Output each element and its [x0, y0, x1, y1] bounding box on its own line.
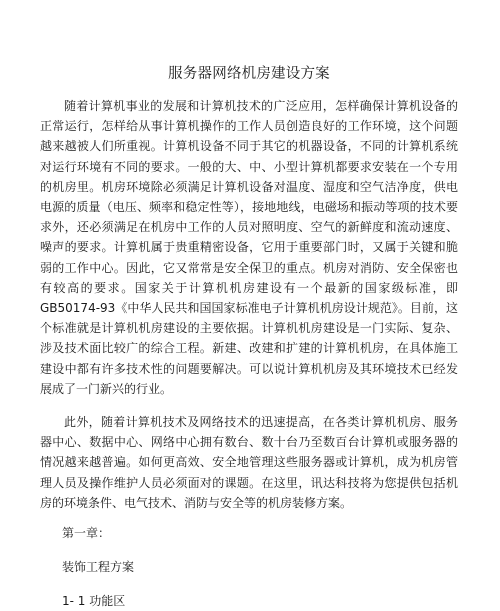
section-heading: 装饰工程方案 — [62, 560, 135, 575]
subsection-heading: 1- 1 功能区 — [62, 594, 126, 609]
paragraph-intro: 随着计算机事业的发展和计算机技术的广泛应用，怎样确保计算机设备的正常运行，怎样给从事计算机操作的工作人员创造良好的工作环境，这个问题越来越被人们所重视。计算机设备不同于其它的机器设备，不同的计算机系统对运行环境有不同的要求。一般的大、中、小型计算机都要求安装在一个专用的机房里。机房环境除必须满足计算机设备对温度、湿度和空气洁净度，供电电源的质量（电压、频率和稳定性等），接地地线，电磁场和振动等项的技术要求外，还必须满足在机房中工作的人员对照明度、空气的新鲜度和流动速度、噪声的要求。计算机属于贵重精密设备，它用于重要部门时，又属于关键和脆弱的工作中心。因此，它又常常是安全保卫的重点。机房对消防、安全保密也有较高的要求。国家关于计算机机房建设有一个最新的国家级标准，即 GB50174-93《中华人民共和国国家标准电子计算机机房设计规范》。目前，这个标准就是计算机机房建设的主要依据。计算机机房建设是一门实际、复杂、涉及技术面比较广的综合工程。新建、改建和扩建的计算机机房，在具体施工建设中都有许多技术性的问题要解决。可以说计算机机房及其环境技术已经发展成了一门新兴的行业。 — [40, 99, 458, 396]
document-title: 服务器网络机房建设方案 — [168, 66, 330, 82]
paragraph-second: 此外，随着计算机技术及网络技术的迅速提高，在各类计算机机房、服务器中心、数据中心、网络中心拥有数台、数十台乃至数百台计算机或服务器的情况越来越普遍。如何更高效、安全地管理这些服务器或计算机，成为机房管理人员及操作维护人员必须面对的课题。在这里，讯达科技将为您提供包括机房的环境条件、电气技术、消防与安全等的机房装修方案。 — [40, 415, 458, 510]
chapter-heading: 第一章： — [62, 526, 111, 541]
